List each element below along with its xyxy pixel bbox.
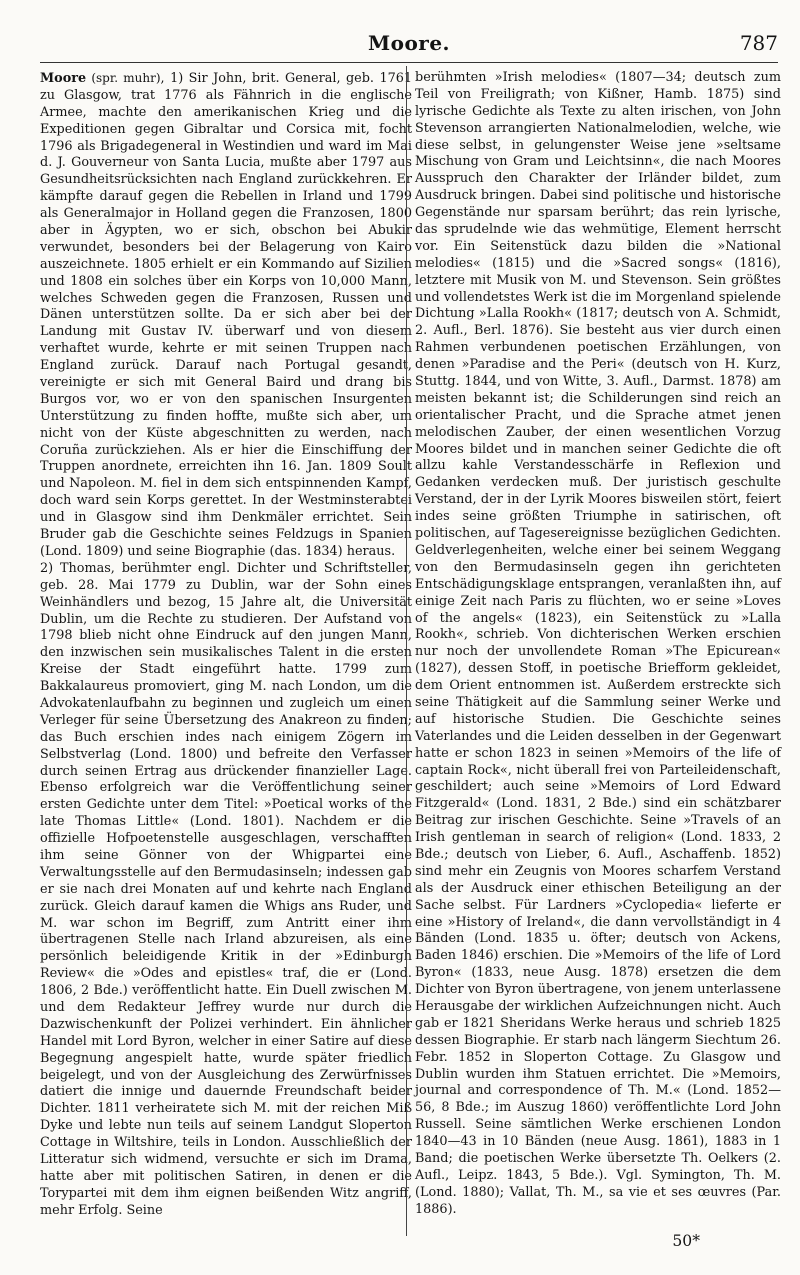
right-column (415, 70, 781, 1219)
entry-text-john: , 1) Sir John, brit. General, geb. 1761 zu Glasgow, trat 1776 als Fähnrich in die englische Armee, machte den amerikanischen Krieg und die Expeditionen gegen Gibraltar und Corsica mit, focht 1796 als Brigadegeneral in Westindien und ward im Mai d. J. Gouverneur von Santa Lucia, mußte aber 1797 aus Gesundheitsrücksichten nach England zurückkehren. Er kämpfte darauf gegen die Rebellen in Irland und 1799 als Generalmajor in Holland gegen die Franzosen, 1800 aber in Ägypten, wo er sich, obschon bei Abukir verwundet, besonders bei der Belagerung von Kairo auszeichnete. 1805 erhielt er ein Kommando auf Sizilien und 1808 ein solches über ein Korps von 10,000 Mann, welches Schweden gegen die Franzosen, Russen und Dänen unterstützen sollte. Da er sich aber bei der Landung mit Gustav IV. überwarf und von diesem verhaftet wurde, kehrte er mit seinen Truppen nach England zurück. Darauf nach Portugal gesandt, vereinigte er sich mit General Baird und drang bis Burgos vor, wo er von den spanischen Insurgenten Unterstützung zu finden hoffte, mußte sich aber, um nicht von der Küste abgeschnitten zu werden, nach Coruña zurückziehen. Als er hier die Einschiffung der Truppen anordnete, erreichten ihn 16. Jan. 1809 Soult und Napoleon. M. fiel in dem sich entspinnenden Kampf, doch ward sein Korps gerettet. In der Westminsterabtei und in Glasgow sind ihm Denkmäler errichtet. Sein Bruder gab die Geschichte seines Feldzugs in Spanien (Lond. 1809) und seine Biographie (das. 1834) heraus. (40, 71, 413, 559)
entry-moore-thomas-continued: berühmten »Irish melodies« (1807—34; deutsch zum Teil von Freiligrath; von Kißner, Hamb. 1875) sind lyrische Gedichte als Texte zu alten irischen, von John Stevenson arrangierten Nationalmelodien, welche, wie diese selbst, in gelungenster Weise jene »seltsame Mischung von Gram und Leichtsinn«, die nach Moores Ausspruch den Charakter der Irländer bildet, zum Ausdruck bringen. Dabei sind politische und historische Gegenstände nur sparsam berührt; das rein lyrische, das sprudelnde wie das wehmütige, Element herrscht vor. Ein Seitenstück dazu bilden die »National melodies« (1815) und die »Sacred songs« (1816), letztere mit Musik von M. und Stevenson. Sein größtes und vollendetstes Werk ist die im Morgenland spielende Dichtung »Lalla Rookh« (1817; deutsch von A. Schmidt, 2. Aufl., Berl. 1876). Sie besteht aus vier durch einen Rahmen verbundenen poetischen Erzählungen, von denen »Paradise and the Peri« (deutsch von H. Kurz, Stuttg. 1844, und von Witte, 3. Aufl., Darmst. 1878) am meisten bekannt ist; die Schilderungen sind reich an orientalischer Pracht, und die Sprache atmet jenen melodischen Zauber, der einen wesentlichen Vorzug Moores bildet und in manchen seiner Gedichte die oft allzu kahle Verstandesschärfe in Reflexion und Gedanken verdecken muß. Der juristisch geschulte Verstand, der in der Lyrik Moores bisweilen stört, feiert indes seine größten Triumphe in satirischen, oft politischen, auf Tagesereignisse bezüglichen Gedichten. Geldverlegenheiten, welche einer bei seinem Weggang von den Bermudasinseln gegen ihn gerichteten Entschädigungsklage entsprangen, veranlaßten ihn, auf einige Zeit nach Paris zu flüchten, wo er seine »Loves of the angels« (1823), ein Seitenstück zu »Lalla Rookh«, schrieb. Von dichterischen Werken erschien nur noch der unvollendete Roman »The Epicurean« (1827), dessen Stoff, in poetische Briefform gekleidet, dem Orient entnommen ist. Außerdem erstreckte sich seine Thätigkeit auf die Sammlung seiner Werke und auf historische Studien. Die Geschichte seines Vaterlandes und die Leiden desselben in der Gegenwart hatte er schon 1823 in seinen »Memoirs of the life of captain Rock«, nicht überall frei von Parteileidenschaft, geschildert; auch seine »Memoirs of Lord Edward Fitzgerald« (Lond. 1831, 2 Bde.) sind ein schätzbarer Beitrag zur irischen Geschichte. Seine »Travels of an Irish gentleman in search of religion« (Lond. 1833, 2 Bde.; deutsch von Lieber, 6. Aufl., Aschaffenb. 1852) sind mehr ein Zeugnis von Moores scharfem Verstand als der Ausdruck einer ethischen Beteiligung an der Sache selbst. Für Lardners »Cyclopedia« lieferte er eine »History of Ireland«, die dann vervollständigt in 4 Bänden (Lond. 1835 u. öfter; deutsch von Ackens, Baden 1846) erschien. Die »Memoirs of the life of Lord Byron« (1833, neue Ausg. 1878) ersetzen die dem Dichter von Byron übertragene, von jenem unterlassene Herausgabe der wirklichen Aufzeichnungen nicht. Auch gab er 1821 Sheridans Werke heraus und schrieb 1825 dessen Biographie. Er starb nach längerm Siechtum 26. Febr. 1852 in Sloperton Cottage. Zu Glasgow und Dublin wurden ihm Statuen errichtet. Die »Memoirs, journal and correspondence of Th. M.« (Lond. 1852—56, 8 Bde.; im Auszug 1860) veröffentlichte Lord John Russell. Seine sämtlichen Werke erschienen London 1840—43 in 10 Bänden (neue Ausg. 1861), 1883 in 1 Band; die poetischen Werke übersetzte Th. Oelkers (2. Aufl., Leipz. 1843, 5 Bde.). Vgl. Symington, Th. M. (Lond. 1880); Vallat, Th. M., sa vie et ses œuvres (Par. 1886). (415, 70, 781, 1217)
signature-mark: 50* (672, 1232, 700, 1250)
entry-moore-john (40, 70, 412, 561)
entry-moore-thomas: 2) Thomas, berühmter engl. Dichter und Schriftsteller, geb. 28. Mai 1779 zu Dublin, war der Sohn eines Weinhändlers und bezog, 15 Jahre alt, die Universität Dublin, um die Rechte zu studieren. Der Aufstand von 1798 blieb nicht ohne Eindruck auf den jungen Mann, den inzwischen sein musikalisches Talent in die ersten Kreise der Stadt eingeführt hatte. 1799 zum Bakkalaureus promoviert, ging M. nach London, um die Advokatenlaufbahn zu beginnen und zugleich um einen Verleger für seine Übersetzung des Anakreon zu finden; das Buch erschien indes nach einigem Zögern im Selbstverlag (Lond. 1800) und befreite den Verfasser durch seinen Ertrag aus drückender finanzieller Lage. Ebenso erfolgreich war die Veröffentlichung seiner ersten Gedichte unter dem Titel: »Poetical works of the late Thomas Little« (Lond. 1801). Nachdem er die offizielle Hofpoetenstelle ausgeschlagen, verschafften ihm seine Gönner von der Whigpartei eine Verwaltungsstelle auf den Bermudasinseln; indessen gab er sie nach drei Monaten auf und kehrte nach England zurück. Gleich darauf kamen die Whigs ans Ruder, und M. war schon im Begriff, zum Antritt einer ihm übertragenen Stelle nach Irland abzureisen, als eine persönlich beleidigende Kritik in der »Edinburgh Review« die »Odes and epistles« traf, die er (Lond. 1806, 2 Bde.) veröffentlicht hatte. Ein Duell zwischen M. und dem Redakteur Jeffrey wurde nur durch die Dazwischenkunft der Polizei verhindert. Ein ähnlicher Handel mit Lord Byron, welcher in einer Satire auf diese Begegnung angespielt hatte, wurde später friedlich beigelegt, und von der Ausgleichung des Zerwürfnisses datiert die innige und dauernde Freundschaft beider Dichter. 1811 verheiratete sich M. mit der reichen Miß Dyke und lebte nun teils auf seinem Landgut Sloperton Cottage in Wiltshire, teils in London. Ausschließlich der Litteratur sich widmend, versuchte er sich im Drama, hatte aber mit politischen Satiren, in denen er die Torypartei mit dem ihm eignen beißenden Witz angriff, mehr Erfolg. Seine (40, 560, 412, 1218)
entry-pronunciation: (spr. muhr) (86, 71, 161, 85)
left-column (40, 70, 412, 1220)
entry-lemma: Moore (40, 71, 87, 86)
column-divider (406, 66, 407, 1236)
page-header (40, 28, 778, 63)
page-number: 787 (739, 31, 778, 55)
running-head: Moore. (367, 31, 451, 55)
